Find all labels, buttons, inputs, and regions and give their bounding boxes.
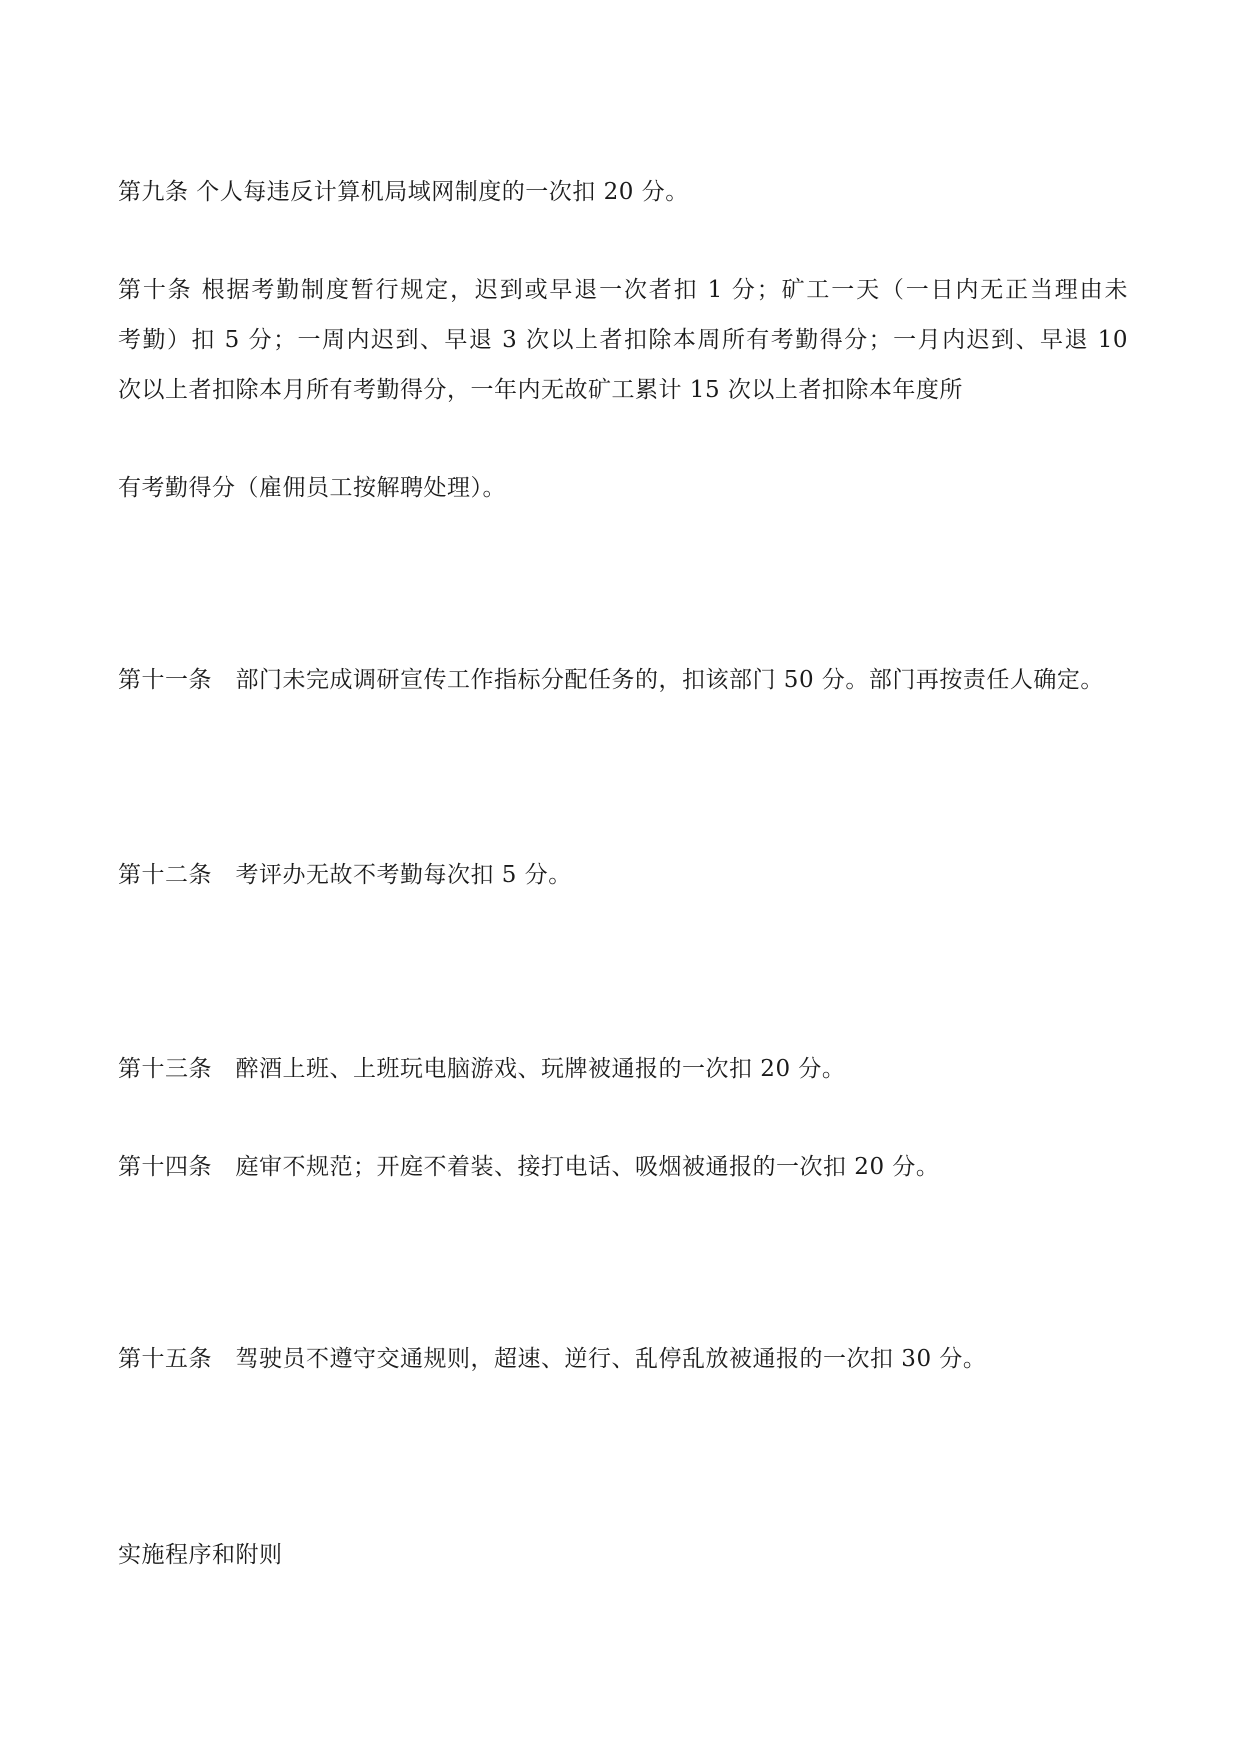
article-10-line-2: 考勤）扣 5 分；一周内迟到、早退 3 次以上者扣除本周所有考勤得分；一月内迟到、早退 10 [118,327,1128,353]
article-10-line-1: 第十条 根据考勤制度暂行规定，迟到或早退一次者扣 1 分；矿工一天（一日内无正当理由未 [118,277,1128,303]
section-heading: 实施程序和附则 [118,1542,283,1568]
article-10-line-4: 有考勤得分（雇佣员工按解聘处理）。 [118,475,506,501]
article-13-line-1: 第十三条 醉酒上班、上班玩电脑游戏、玩牌被通报的一次扣 20 分。 [118,1056,846,1082]
article-12-line-1: 第十二条 考评办无故不考勤每次扣 5 分。 [118,862,572,888]
article-9-line-1: 第九条 个人每违反计算机局域网制度的一次扣 20 分。 [118,179,689,205]
article-10-line-3: 次以上者扣除本月所有考勤得分，一年内无故矿工累计 15 次以上者扣除本年度所 [118,377,963,403]
article-15-line-1: 第十五条 驾驶员不遵守交通规则，超速、逆行、乱停乱放被通报的一次扣 30 分。 [118,1346,987,1372]
article-14-line-1: 第十四条 庭审不规范；开庭不着装、接打电话、吸烟被通报的一次扣 20 分。 [118,1154,940,1180]
article-11-line-1: 第十一条 部门未完成调研宣传工作指标分配任务的，扣该部门 50 分。部门再按责任人确定。 [118,667,1104,693]
